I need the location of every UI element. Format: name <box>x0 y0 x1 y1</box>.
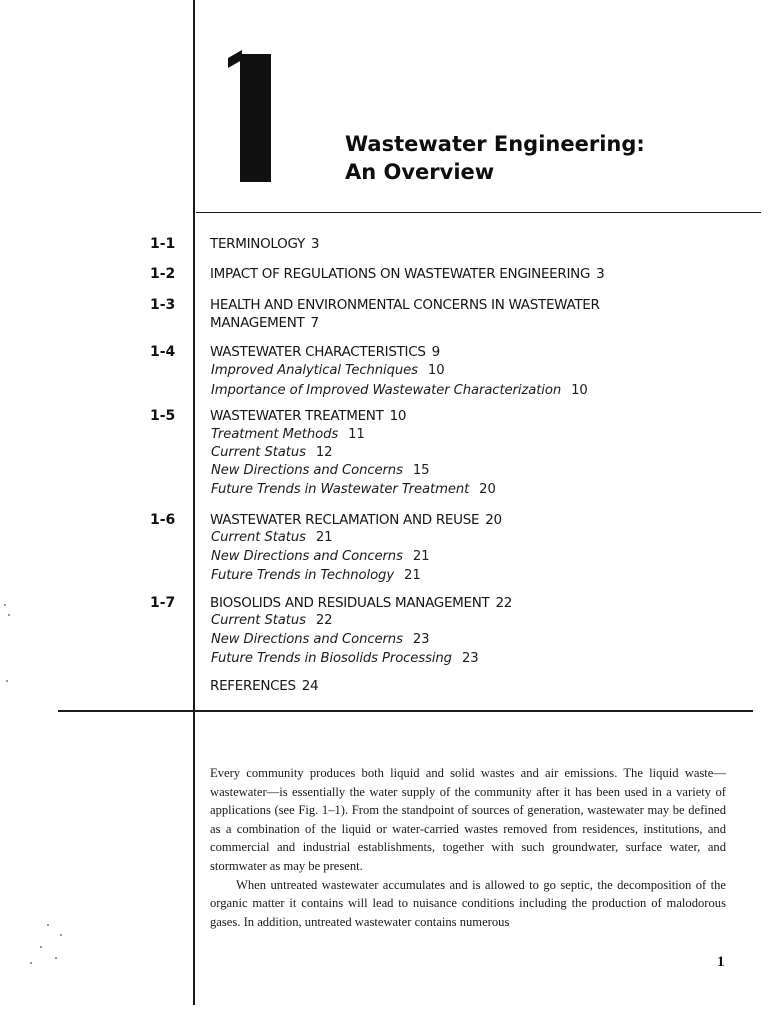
section-number: 1-1 <box>150 236 176 252</box>
body-text <box>210 764 726 931</box>
scan-speck <box>4 604 6 606</box>
chapter-title <box>345 130 645 186</box>
toc-entry-page: 7 <box>310 315 319 331</box>
chapter-title-line2: An Overview <box>345 160 495 184</box>
toc-subentry[interactable] <box>211 445 332 460</box>
body-paragraph-2: When untreated wastewater accumulates and is allowed to go septic, the decomposition of the organic matter it contains will lead to nuisance conditions including the production of malodorous gases. In addition, untreated wastewater contains numerous <box>210 877 726 929</box>
toc-entry[interactable] <box>210 678 318 694</box>
toc-subentry-page: 23 <box>461 651 479 666</box>
toc-subentry[interactable] <box>211 463 429 478</box>
toc-subentry-title: Improved Analytical Techniques <box>211 363 418 378</box>
toc-entry[interactable] <box>210 266 604 282</box>
toc-entry-page: 9 <box>431 344 440 360</box>
section-number: 1-2 <box>150 266 176 282</box>
toc-entry-page: 3 <box>596 266 605 282</box>
toc-entry-page: 24 <box>301 678 319 694</box>
toc-subentry[interactable] <box>211 549 429 564</box>
toc-subentry-title: Current Status <box>211 530 306 545</box>
toc-subentry-title: Treatment Methods <box>211 427 339 442</box>
toc-subentry[interactable] <box>211 482 496 497</box>
left-margin-rule <box>193 0 195 1005</box>
toc-subentry-page: 12 <box>315 445 333 460</box>
toc-subentry-title: Future Trends in Biosolids Processing <box>211 651 452 666</box>
toc-entry-title: MANAGEMENT <box>210 315 305 331</box>
toc-entry-title: IMPACT OF REGULATIONS ON WASTEWATER ENGINEERING <box>210 266 591 282</box>
toc-entry[interactable] <box>210 297 600 313</box>
toc-entry-page: 22 <box>495 595 513 611</box>
section-number: 1-7 <box>150 595 176 611</box>
toc-entry-page: 10 <box>389 408 407 424</box>
toc-subentry-page: 15 <box>412 463 430 478</box>
toc-subentry-page: 11 <box>348 427 365 442</box>
toc-subentry[interactable] <box>211 427 365 442</box>
toc-subentry-page: 21 <box>404 568 421 583</box>
toc-entry-title: WASTEWATER TREATMENT <box>210 408 384 424</box>
toc-subentry-page: 21 <box>315 530 333 545</box>
section-number: 1-6 <box>150 512 176 528</box>
section-number: 1-4 <box>150 344 176 360</box>
body-paragraph-1: Every community produces both liquid and solid wastes and air emissions. The liquid waste—wastewater—is essentially the water supply of the community after it has been used in a variety of applications (see Fig. 1–1). From the standpoint of sources of generation, wastewater may be defined as a combination of the liquid or water-carried wastes removed from residences, institutions, and commercial and industrial establishments, together with such groundwater, surface water, and stormwater as may be present. <box>210 766 726 873</box>
scan-speck <box>6 680 8 682</box>
chapter-number-graphic <box>240 54 271 182</box>
toc-subentry-title: New Directions and Concerns <box>211 632 403 647</box>
section-number: 1-5 <box>150 408 176 424</box>
toc-entry-title: WASTEWATER RECLAMATION AND REUSE <box>210 512 480 528</box>
toc-subentry-page: 23 <box>412 632 430 647</box>
toc-subentry-page: 10 <box>427 363 445 378</box>
toc-subentry[interactable] <box>211 651 479 666</box>
toc-subentry-page: 20 <box>479 482 496 497</box>
toc-divider-rule <box>58 710 753 712</box>
toc-subentry-page: 10 <box>571 383 588 398</box>
toc-subentry[interactable] <box>211 568 421 583</box>
scan-speck <box>60 934 62 936</box>
scan-speck <box>8 614 10 616</box>
page-number: 1 <box>717 954 725 970</box>
title-divider-rule <box>196 212 761 213</box>
toc-subentry-page: 22 <box>315 613 333 628</box>
scan-speck <box>30 962 32 964</box>
toc-entry[interactable] <box>210 315 319 331</box>
toc-entry-title: TERMINOLOGY <box>210 236 305 252</box>
toc-subentry[interactable] <box>211 363 445 378</box>
toc-entry[interactable] <box>210 595 512 611</box>
toc-subentry[interactable] <box>211 632 429 647</box>
toc-entry-title: WASTEWATER CHARACTERISTICS <box>210 344 426 360</box>
toc-subentry[interactable] <box>211 530 332 545</box>
scan-speck <box>47 924 49 926</box>
toc-subentry-page: 21 <box>412 549 430 564</box>
toc-entry-title: REFERENCES <box>210 678 296 694</box>
toc-subentry-title: Future Trends in Wastewater Treatment <box>211 482 470 497</box>
toc-entry-title: BIOSOLIDS AND RESIDUALS MANAGEMENT <box>210 595 490 611</box>
toc-entry[interactable] <box>210 344 440 360</box>
toc-entry[interactable] <box>210 512 502 528</box>
toc-entry-page: 3 <box>310 236 320 252</box>
toc-entry-page: 20 <box>485 512 502 528</box>
scan-speck <box>55 957 57 959</box>
toc-subentry[interactable] <box>211 613 332 628</box>
scan-speck <box>40 946 42 948</box>
section-number: 1-3 <box>150 297 176 313</box>
toc-entry[interactable] <box>210 236 319 252</box>
chapter-title-line1: Wastewater Engineering: <box>345 132 645 156</box>
toc-subentry-title: Future Trends in Technology <box>211 568 395 583</box>
toc-subentry-title: Current Status <box>211 613 306 628</box>
toc-subentry[interactable] <box>211 383 588 398</box>
toc-subentry-title: Importance of Improved Wastewater Characterization <box>211 383 562 398</box>
toc-subentry-title: New Directions and Concerns <box>211 463 403 478</box>
toc-subentry-title: New Directions and Concerns <box>211 549 403 564</box>
toc-entry-title: HEALTH AND ENVIRONMENTAL CONCERNS IN WASTEWATER <box>210 297 600 313</box>
toc-entry[interactable] <box>210 408 406 424</box>
toc-subentry-title: Current Status <box>211 445 306 460</box>
